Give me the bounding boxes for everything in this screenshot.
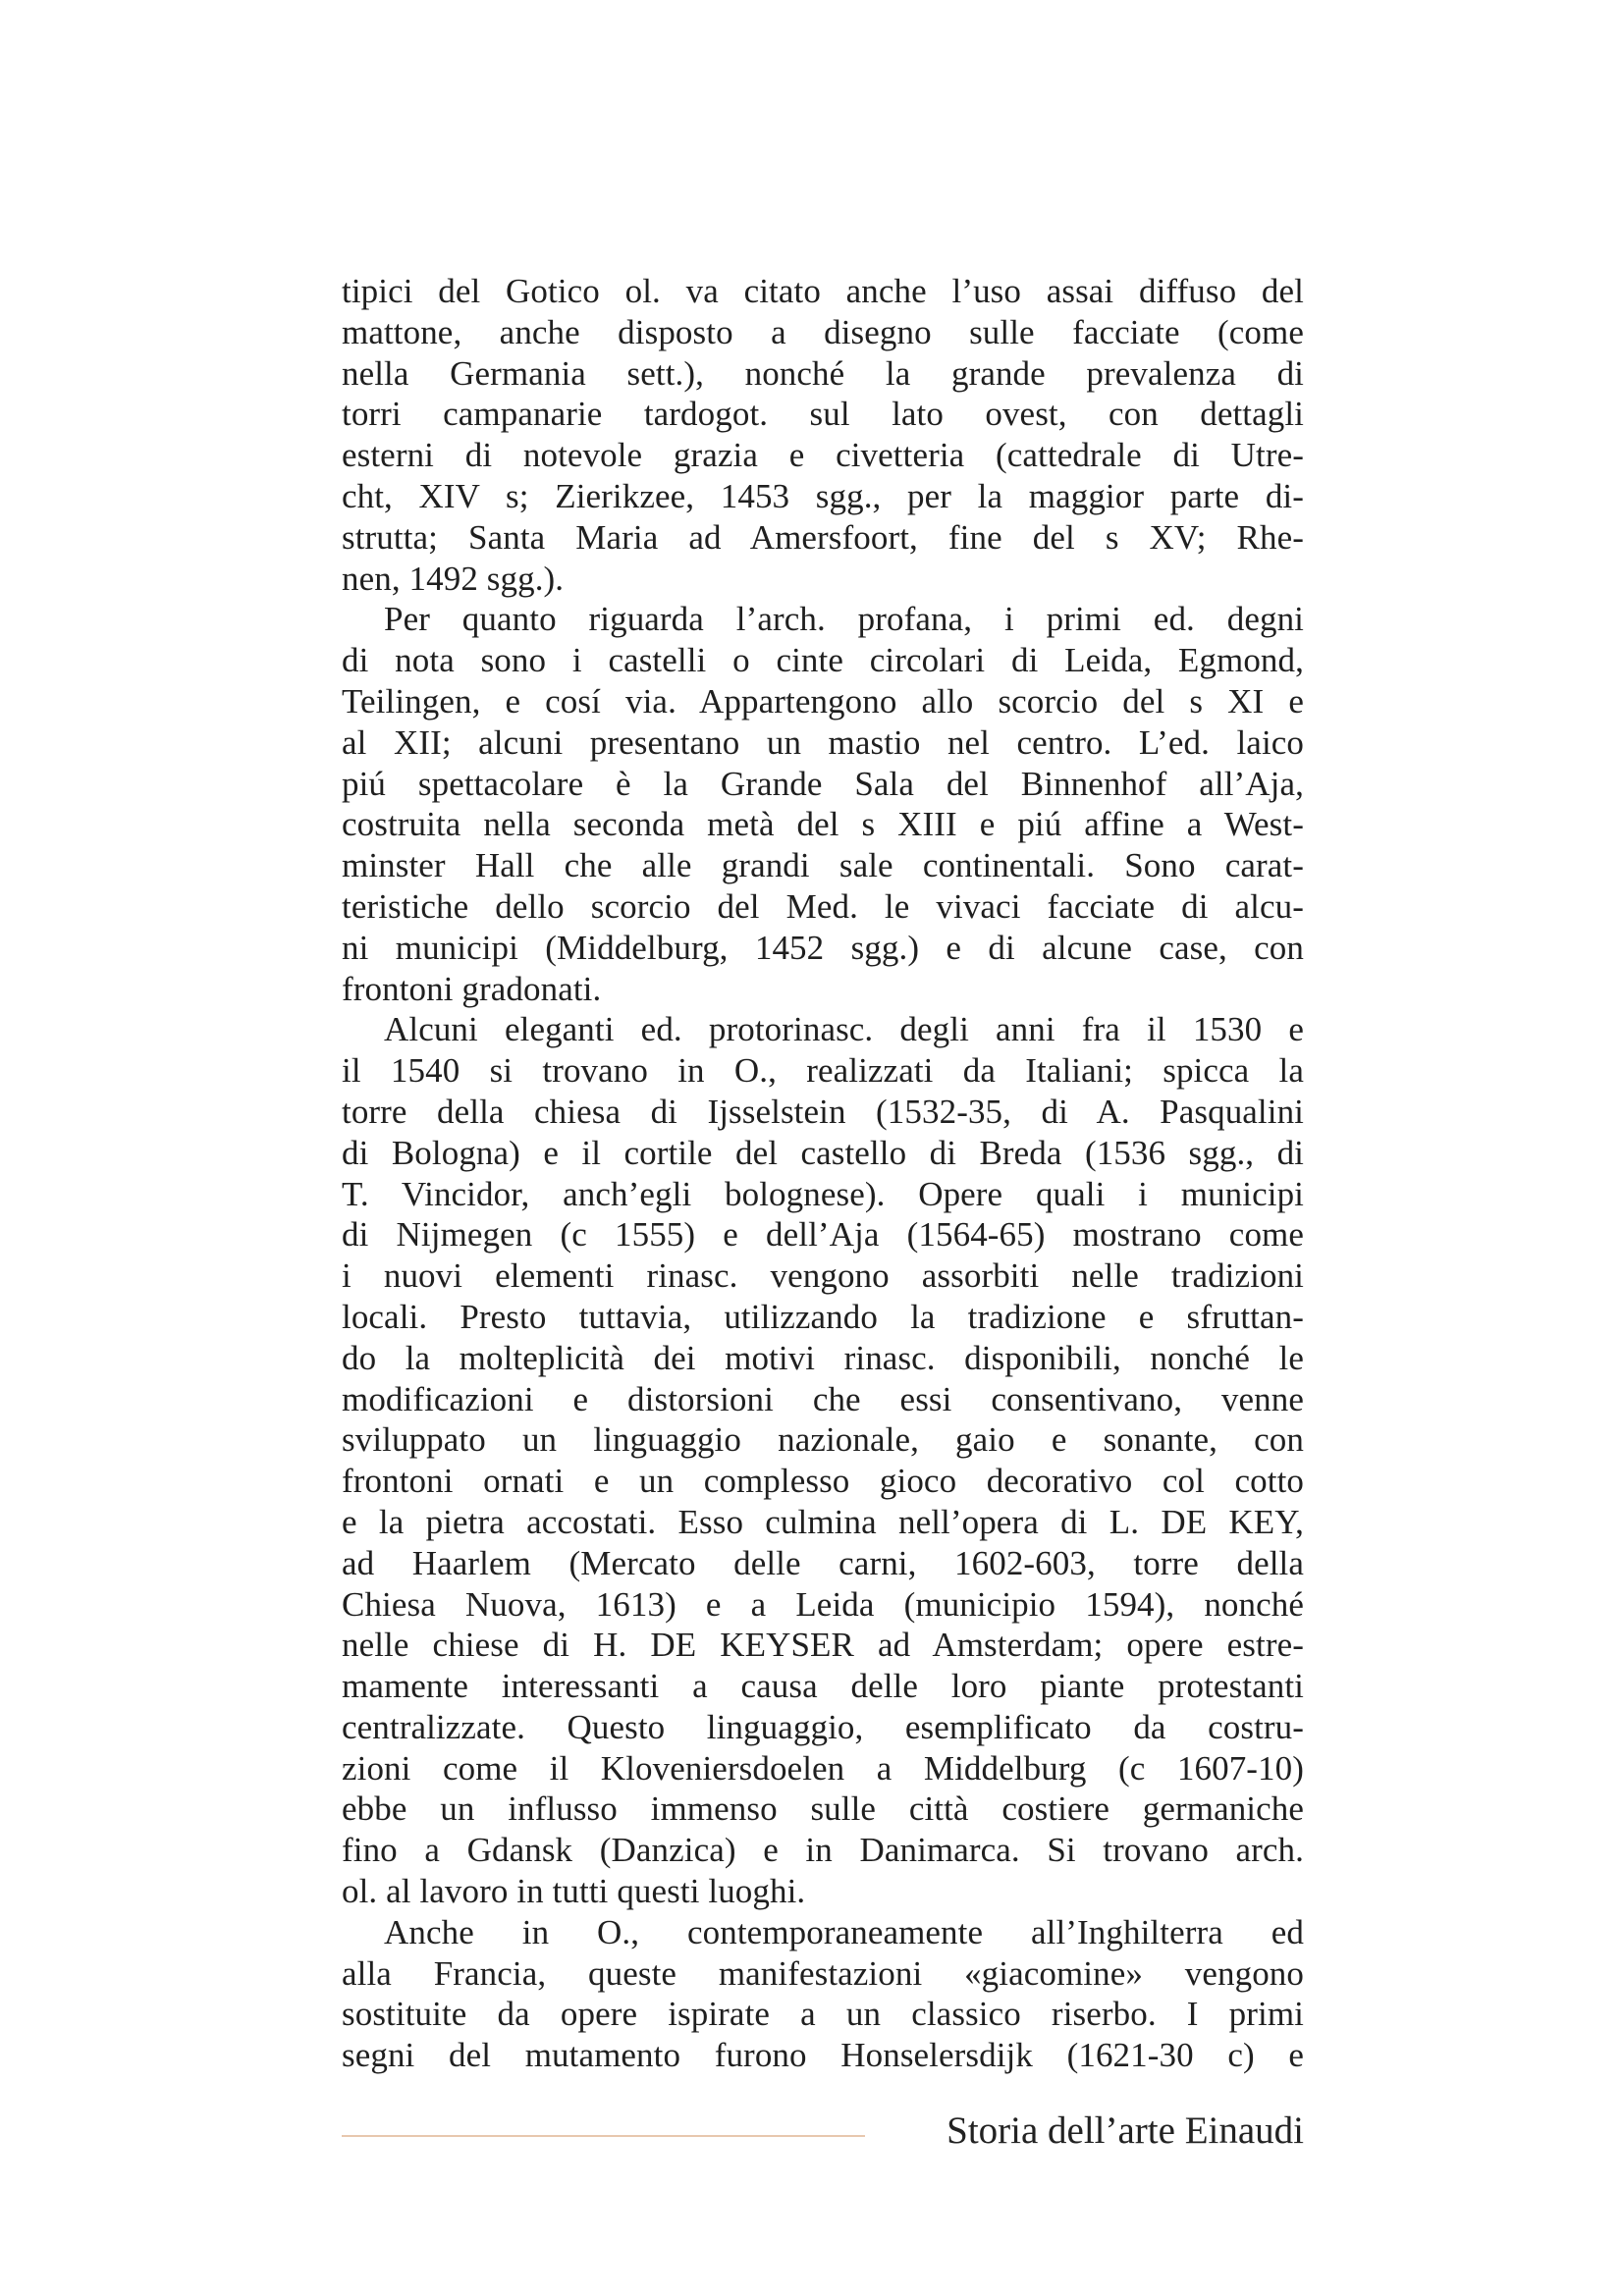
text-line: al XII; alcuni presentano un mastio nel centro. L’ed. laico — [342, 722, 1304, 762]
text-line: ebbe un influsso immenso sulle città costiere germaniche — [342, 1789, 1304, 1829]
text-line: costruita nella seconda metà del s XIII e piú affine a West- — [342, 805, 1304, 844]
text-line: Anche in O., contemporaneamente all’Inghilterra ed — [384, 1912, 1304, 1951]
text-line: cht, XIV s; Zierikzee, 1453 sgg., per la maggior parte di- — [342, 476, 1304, 515]
text-line: ni municipi (Middelburg, 1452 sgg.) e di alcune case, con — [342, 928, 1304, 967]
text-line: sostituite da opere ispirate a un classico riserbo. I primi — [342, 1995, 1304, 2034]
text-line: Chiesa Nuova, 1613) e a Leida (municipio 1594), nonché — [342, 1584, 1304, 1624]
text-line: e la pietra accostati. Esso culmina nell’opera di L. DE KEY, — [342, 1502, 1304, 1541]
text-line: di Bologna) e il cortile del castello di Breda (1536 sgg., di — [342, 1133, 1304, 1172]
text-line: torre della chiesa di Ijsselstein (1532-35, di A. Pasqualini — [342, 1092, 1304, 1131]
text-line: zioni come il Kloveniersdoelen a Middelburg (c 1607-10) — [342, 1748, 1304, 1788]
body-text — [342, 271, 1304, 2076]
text-line: strutta; Santa Maria ad Amersfoort, fine del s XV; Rhe- — [342, 517, 1304, 557]
text-line: il 1540 si trovano in O., realizzati da Italiani; spicca la — [342, 1051, 1304, 1091]
text-line: modificazioni e distorsioni che essi consentivano, venne — [342, 1379, 1304, 1418]
text-line: alla Francia, queste manifestazioni «giacomine» vengono — [342, 1953, 1304, 1993]
text-line: i nuovi elementi rinasc. vengono assorbiti nelle tradizioni — [342, 1256, 1304, 1296]
text-line: piú spettacolare è la Grande Sala del Binnenhof all’Aja, — [342, 764, 1304, 803]
text-line: mamente interessanti a causa delle loro piante protestanti — [342, 1667, 1304, 1706]
text-line: di nota sono i castelli o cinte circolari di Leida, Egmond, — [342, 641, 1304, 680]
text-line: fino a Gdansk (Danzica) e in Danimarca. Si trovano arch. — [342, 1831, 1304, 1870]
text-line: nella Germania sett.), nonché la grande prevalenza di — [342, 353, 1304, 393]
text-line: teristiche dello scorcio del Med. le vivaci facciate di alcu- — [342, 886, 1304, 926]
footer-publisher: Storia dell’arte Einaudi — [947, 2109, 1304, 2152]
text-line: T. Vincidor, anch’egli bolognese). Opere quali i municipi — [342, 1174, 1304, 1213]
text-line: nen, 1492 sgg.). — [342, 559, 565, 598]
text-line: tipici del Gotico ol. va citato anche l’uso assai diffuso del — [342, 272, 1304, 310]
text-line: Per quanto riguarda l’arch. profana, i primi ed. degni — [384, 600, 1304, 639]
text-line: nelle chiese di H. DE KEYSER ad Amsterdam; opere estre- — [342, 1626, 1304, 1665]
text-line: locali. Presto tuttavia, utilizzando la tradizione e sfruttan- — [342, 1297, 1304, 1336]
text-line: minster Hall che alle grandi sale continentali. Sono carat- — [342, 846, 1304, 885]
text-line: di Nijmegen (c 1555) e dell’Aja (1564-65) mostrano come — [342, 1215, 1304, 1255]
text-line: frontoni gradonati. — [342, 969, 602, 1008]
text-line: torri campanarie tardogot. sul lato ovest, con dettagli — [342, 395, 1304, 434]
text-line: do la molteplicità dei motivi rinasc. disponibili, nonché le — [342, 1338, 1304, 1377]
footer-divider — [342, 2135, 865, 2137]
text-line: centralizzate. Questo linguaggio, esemplificato da costru- — [342, 1707, 1304, 1746]
text-line: ad Haarlem (Mercato delle carni, 1602-603, torre della — [342, 1543, 1304, 1582]
text-line: ol. al lavoro in tutti questi luoghi. — [342, 1872, 806, 1911]
text-line: Teilingen, e cosí via. Appartengono allo scorcio del s XI e — [342, 681, 1304, 721]
text-line: segni del mutamento furono Honselersdijk (1621-30 c) e — [342, 2036, 1304, 2075]
text-line: frontoni ornati e un complesso gioco decorativo col cotto — [342, 1462, 1304, 1501]
text-line: sviluppato un linguaggio nazionale, gaio e sonante, con — [342, 1420, 1304, 1460]
text-line: mattone, anche disposto a disegno sulle facciate (come — [342, 312, 1304, 351]
text-line: Alcuni eleganti ed. protorinasc. degli anni fra il 1530 e — [384, 1010, 1304, 1049]
text-line: esterni di notevole grazia e civetteria (cattedrale di Utre- — [342, 436, 1304, 475]
